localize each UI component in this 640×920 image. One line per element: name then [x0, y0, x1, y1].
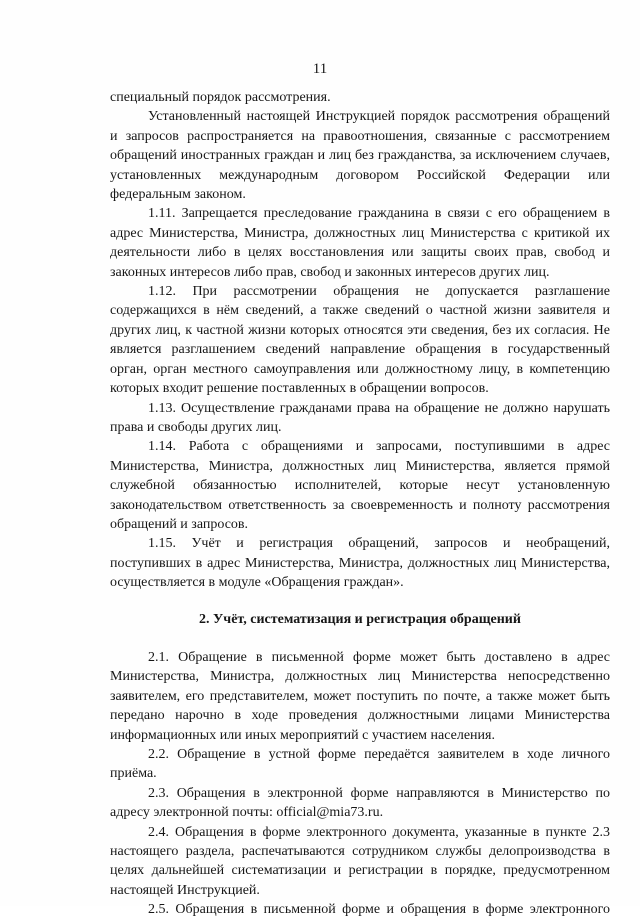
paragraph-2-5: 2.5. Обращения в письменной форме и обращения в форме электронного	[148, 902, 610, 918]
paragraph-2-1: 2.1. Обращение в письменной форме может быть доставлено в адрес Министерства, Министра, должностных лиц Министерства непосредственно заявителем, его представителем, может поступить по почте, а также может быть передано нарочно в ходе проведения должностными лицами Министерства информационных или иных мероприятий с участием населения.	[110, 649, 610, 743]
paragraph-1-12: 1.12. При рассмотрении обращения не допускается разглашение содержащихся в нём сведений, а также сведений о частной жизни заявителя и других лиц, к частной жизни которых относятся эти сведения, без их согласия. Не является разглашением сведений направление обращения в государственный орган, орган местного самоуправления или должностному лицу, в компетенцию которых входит решение поставленных в обращении вопросов.	[110, 284, 610, 397]
paragraph-1-11: 1.11. Запрещается преследование гражданина в связи с его обращением в адрес Министерства, Министра, должностных лиц Министерства с критикой их деятельности либо в целях восстановления или защиты своих прав, свобод и законных интересов либо прав, свобод и законных интересов других лиц.	[110, 206, 610, 280]
paragraph-1-13: 1.13. Осуществление гражданами права на обращение не должно нарушать права и свободы других лиц.	[110, 400, 610, 435]
page-number: 11	[312, 61, 328, 77]
section-heading: 2. Учёт, систематизация и регистрация обращений	[199, 611, 521, 627]
paragraph-continuation: специальный порядок рассмотрения.	[110, 90, 331, 105]
paragraph-1-14: 1.14. Работа с обращениями и запросами, поступившими в адрес Министерства, Министра, должностных лиц Министерства, является прямой служебной обязанностью исполнителей, которые несут установленную законодательством ответственность за своевременность и полноту рассмотрения обращений и запросов.	[110, 439, 610, 532]
paragraph-2-4: 2.4. Обращения в форме электронного документа, указанные в пункте 2.3 настоящего раздела, распечатываются сотрудником службы делопроизводства в целях дальнейшей систематизации и регистрации в порядке, предусмотренном настоящей Инструкцией.	[110, 824, 610, 898]
paragraph-2-3: 2.3. Обращения в электронной форме направляются в Министерство по адресу электронной почты: official@mia73.ru.	[110, 785, 610, 821]
paragraph-scope: Установленный настоящей Инструкцией порядок рассмотрения обращений и запросов распространяется на правоотношения, связанные с рассмотрением обращений иностранных граждан и лиц без гражданства, за исключением случаев, установленных международным договором Российской Федерации или федеральным законом.	[110, 109, 610, 203]
paragraph-1-15: 1.15. Учёт и регистрация обращений, запросов и необращений, поступивших в адрес Министерства, Министра, должностных лиц Министерства, осуществляется в модуле «Обращения граждан».	[110, 536, 610, 591]
paragraph-2-2: 2.2. Обращение в устной форме передаётся заявителем в ходе личного приёма.	[110, 747, 610, 782]
document-body	[110, 88, 610, 920]
